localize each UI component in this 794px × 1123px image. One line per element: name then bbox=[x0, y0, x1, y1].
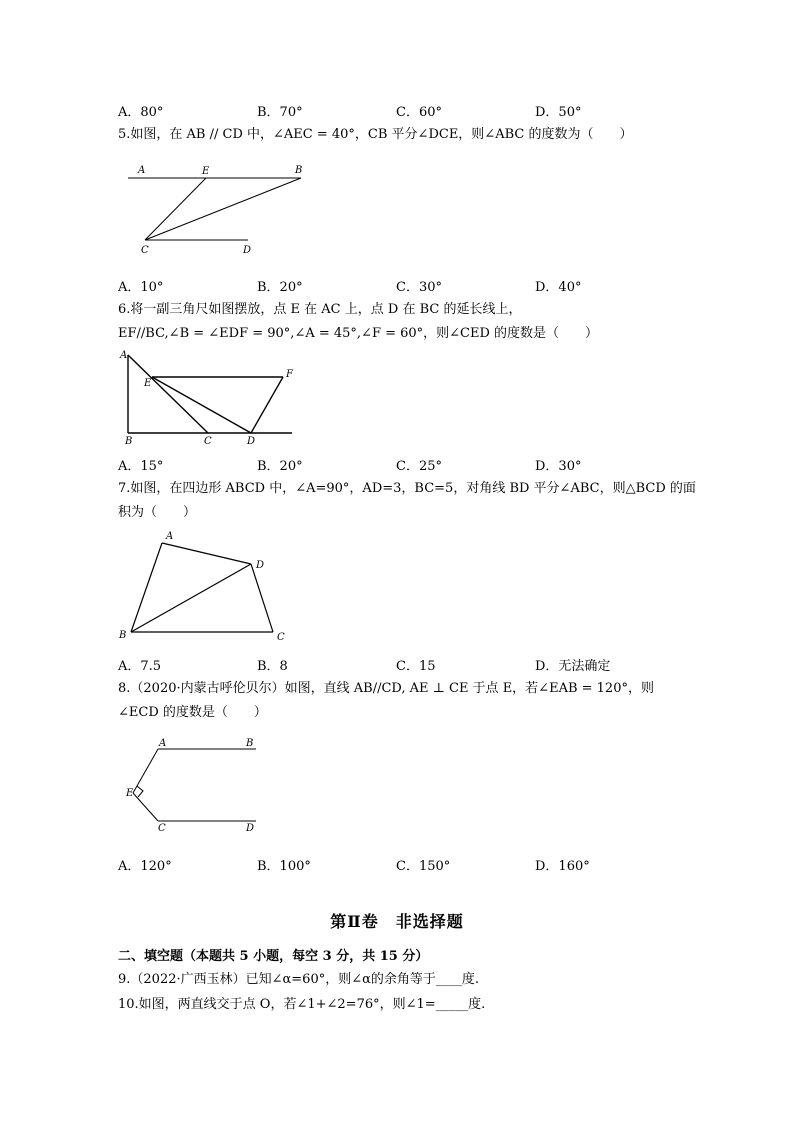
q6-figure bbox=[118, 348, 308, 448]
q7-label-a: A bbox=[166, 531, 174, 542]
q5-label-e: E bbox=[202, 166, 210, 177]
q8-figure bbox=[118, 735, 278, 835]
q7-line-dc bbox=[251, 564, 273, 632]
q8-line-ec bbox=[133, 793, 158, 821]
q7-stem-line2: 积为（ ） bbox=[118, 505, 197, 520]
q9-stem: 9.（2022·广西玉林）已知∠α=60°，则∠α的余角等于____度. bbox=[118, 972, 480, 987]
q7-option-c: C．15 bbox=[396, 659, 436, 674]
q5-option-c: C．30° bbox=[396, 280, 442, 295]
q8-right-angle-mark bbox=[137, 786, 143, 797]
q7-line-ad bbox=[162, 543, 251, 564]
q4-option-d: D．50° bbox=[535, 105, 582, 120]
q5-option-b: B．20° bbox=[257, 280, 303, 295]
q8-stem-line2: ∠ECD 的度数是（ ） bbox=[118, 705, 267, 720]
q7-option-d: D．无法确定 bbox=[535, 659, 611, 674]
fill-blank-section-heading: 二、填空题（本题共 5 小题，每空 3 分，共 15 分） bbox=[118, 949, 429, 964]
q6-option-a: A．15° bbox=[118, 459, 164, 474]
q7-label-c: C bbox=[277, 632, 285, 643]
q5-option-a: A．10° bbox=[118, 280, 164, 295]
q7-figure bbox=[118, 528, 298, 643]
q5-line-bc bbox=[145, 178, 301, 240]
q6-label-b: B bbox=[125, 436, 133, 447]
q8-label-b: B bbox=[246, 738, 254, 749]
q4-option-c: C．60° bbox=[396, 105, 442, 120]
q5-label-d: D bbox=[243, 245, 252, 256]
q7-option-b: B．8 bbox=[257, 659, 288, 674]
q6-option-d: D．30° bbox=[535, 459, 582, 474]
q8-label-d: D bbox=[246, 823, 255, 834]
q6-stem-line1: 6.将一副三角尺如图摆放，点 E 在 AC 上，点 D 在 BC 的延长线上， bbox=[118, 302, 522, 317]
q7-label-d: D bbox=[256, 560, 265, 571]
q6-label-a: A bbox=[120, 350, 128, 361]
q6-line-fd bbox=[251, 377, 283, 433]
q7-label-b: B bbox=[119, 630, 127, 641]
q6-option-c: C．25° bbox=[396, 459, 442, 474]
q7-stem-line1: 7.如图，在四边形 ABCD 中，∠A=90°，AD=3，BC=5，对角线 BD 平分∠ABC，则△BCD 的面 bbox=[118, 481, 696, 496]
q6-line-ed bbox=[152, 377, 251, 433]
q6-stem-line2: EF//BC,∠B = ∠EDF = 90°,∠A = 45°,∠F = 60°，则∠CED 的度数是（ ） bbox=[118, 326, 599, 341]
q8-label-c: C bbox=[158, 823, 166, 834]
q5-figure bbox=[118, 160, 318, 260]
q5-label-a: A bbox=[138, 165, 146, 176]
q6-label-d: D bbox=[247, 436, 256, 447]
q6-line-ac bbox=[128, 355, 208, 433]
q8-option-b: B．100° bbox=[257, 859, 311, 874]
q6-label-c: C bbox=[204, 436, 212, 447]
q7-line-bd bbox=[131, 564, 251, 632]
q4-option-b: B．70° bbox=[257, 105, 303, 120]
q8-option-a: A．120° bbox=[118, 859, 172, 874]
q8-options bbox=[118, 855, 718, 873]
q4-options bbox=[118, 101, 718, 119]
q8-label-a: A bbox=[159, 738, 167, 749]
q7-options bbox=[118, 655, 718, 673]
q7-option-a: A．7.5 bbox=[118, 659, 162, 674]
q10-stem: 10.如图，两直线交于点 O，若∠1+∠2=76°，则∠1=_____度. bbox=[118, 997, 486, 1012]
q5-line-ec bbox=[145, 178, 206, 240]
q8-label-e: E bbox=[126, 788, 134, 799]
q8-option-c: C．150° bbox=[396, 859, 451, 874]
q5-label-b: B bbox=[295, 165, 303, 176]
q5-options bbox=[118, 276, 718, 294]
q8-option-d: D．160° bbox=[535, 859, 590, 874]
q8-stem-line1: 8.（2020·内蒙古呼伦贝尔）如图，直线 AB//CD, AE ⊥ CE 于点 E，若∠EAB = 120°，则 bbox=[118, 681, 654, 696]
q5-stem: 5.如图，在 AB // CD 中，∠AEC = 40°，CB 平分∠DCE，则∠ABC 的度数为（ ） bbox=[118, 127, 633, 142]
q7-line-ab bbox=[131, 543, 162, 632]
part-two-title: 第Ⅱ卷 非选择题 bbox=[330, 912, 464, 931]
q6-option-b: B．20° bbox=[257, 459, 303, 474]
q6-label-e: E bbox=[144, 378, 152, 389]
q4-option-a: A．80° bbox=[118, 105, 164, 120]
q6-options bbox=[118, 455, 718, 473]
q6-label-f: F bbox=[286, 369, 293, 380]
q5-option-d: D．40° bbox=[535, 280, 582, 295]
q5-label-c: C bbox=[141, 245, 149, 256]
